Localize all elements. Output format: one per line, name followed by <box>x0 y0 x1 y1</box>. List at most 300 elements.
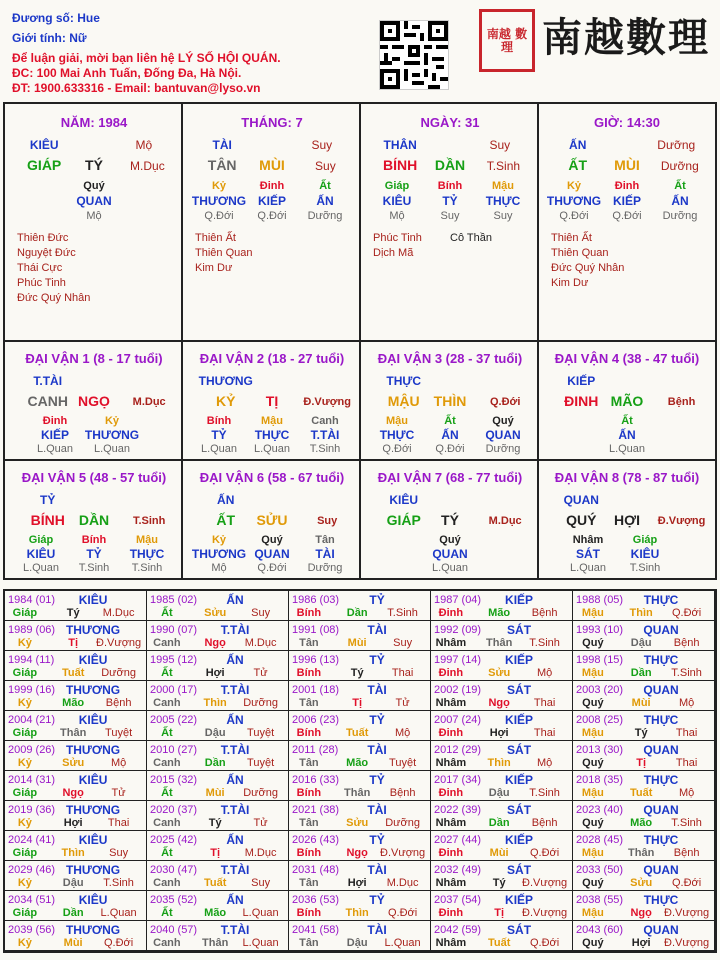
year-branch: Tuất <box>629 787 653 799</box>
year-stage: Suy <box>251 877 271 889</box>
dai-van-god: T.TÀI <box>33 374 63 388</box>
year-label: 2007 (24) <box>434 714 482 726</box>
hidden-stem: Bính <box>81 534 107 546</box>
year-label: 2004 (21) <box>8 714 56 726</box>
dai-van-branch: NGỌ <box>78 393 110 409</box>
year-god: QUAN <box>643 803 679 817</box>
year-stem: Kỷ <box>17 697 32 709</box>
year-cell <box>431 861 573 891</box>
hidden-god: TỶ <box>211 428 227 442</box>
year-cell <box>147 921 289 951</box>
year-branch: Hợi <box>63 817 83 829</box>
hidden-stem: Nhâm <box>572 534 604 546</box>
dai-van-stem: ĐINH <box>564 393 599 409</box>
year-cell <box>573 771 715 801</box>
star-item: Kim Dư <box>195 262 233 274</box>
year-stem: Bính <box>296 667 322 679</box>
year-stage: T.Sinh <box>103 877 134 889</box>
dai-van-stage: Q.Đới <box>489 396 521 408</box>
year-label: 1991 (08) <box>292 624 340 636</box>
dai-van-branch: MÃO <box>610 393 644 409</box>
year-stem: Kỷ <box>17 877 32 889</box>
year-stage: Thai <box>675 727 698 739</box>
year-stage: L.Quan <box>242 937 279 949</box>
year-stage: Mộ <box>536 667 553 679</box>
year-label: 2028 (45) <box>576 834 624 846</box>
year-branch: Mão <box>488 607 511 619</box>
pillar-branch: TÝ <box>85 157 103 173</box>
year-branch: Dậu <box>62 877 84 889</box>
year-branch: Dậu <box>630 637 652 649</box>
year-cell <box>431 711 573 741</box>
year-god: TÀI <box>367 623 387 637</box>
dai-van-branch: SỬU <box>256 512 288 528</box>
dai-van-god: ẤN <box>217 493 235 507</box>
pillar-1 <box>5 104 183 342</box>
dai-van-stage: T.Sinh <box>132 515 166 527</box>
hidden-stage: Suy <box>493 210 513 222</box>
year-cell <box>573 651 715 681</box>
hidden-stem: Giáp <box>28 534 54 546</box>
year-god: TỶ <box>369 773 385 787</box>
year-branch: Dần <box>346 607 368 619</box>
year-label: 2019 (36) <box>8 804 56 816</box>
year-stem: Bính <box>296 727 322 739</box>
year-cell <box>431 741 573 771</box>
year-branch: Tị <box>494 907 505 919</box>
year-branch: Mão <box>62 697 85 709</box>
year-god: TỶ <box>369 893 385 907</box>
year-label: 2035 (52) <box>150 894 198 906</box>
pillar-branch: DẦN <box>434 157 466 173</box>
dai-van-god: TỶ <box>40 493 56 507</box>
year-stage: Tuyệt <box>247 757 275 769</box>
hidden-god: KIẾP <box>257 194 287 208</box>
year-branch: Dần <box>630 667 652 679</box>
dai-van-title: ĐẠI VẬN 7 (68 - 77 tuổi) <box>377 470 523 485</box>
year-label: 2022 (39) <box>434 804 482 816</box>
hidden-stage: Q.Đới <box>612 210 642 222</box>
hidden-god: ẤN <box>316 194 334 208</box>
hidden-stage: L.Quan <box>36 443 74 455</box>
year-cell <box>573 621 715 651</box>
year-stage: Thai <box>533 697 556 709</box>
star-item: Kim Dư <box>551 277 589 289</box>
hidden-stem: Canh <box>311 415 339 427</box>
contact-note: Để luận giải, mời bạn liên hệ LÝ SỐ HỘI QUÁN. <box>12 51 281 65</box>
year-branch: Dậu <box>346 937 368 949</box>
year-cell <box>147 891 289 921</box>
year-god: SÁT <box>507 923 532 937</box>
star-item: Dịch Mã <box>373 247 414 259</box>
dai-van-1 <box>5 342 183 461</box>
year-stem: Mậu <box>581 667 604 679</box>
hidden-stage: Q.Đới <box>435 443 465 455</box>
year-god: T.TÀI <box>220 923 250 937</box>
year-god: TỶ <box>369 653 385 667</box>
year-cell <box>573 711 715 741</box>
year-stem: Ất <box>161 667 173 679</box>
year-god: THỰC <box>643 653 679 667</box>
year-cell <box>289 921 431 951</box>
year-cell <box>289 891 431 921</box>
pillar-stem: ẤT <box>568 157 588 173</box>
year-stage: Q.Đới <box>671 607 702 619</box>
pillar-branch: MÙI <box>259 157 285 173</box>
year-stage: Dưỡng <box>243 697 278 709</box>
hidden-god: THỰC <box>129 547 165 561</box>
year-stage: Bệnh <box>389 787 416 799</box>
hidden-stem: Quý <box>439 534 461 546</box>
year-stage: Q.Đới <box>529 847 560 859</box>
hidden-god: TỶ <box>442 194 458 208</box>
hidden-god: QUAN <box>254 547 290 561</box>
year-god: QUAN <box>643 743 679 757</box>
hidden-god: KIÊU <box>382 194 412 208</box>
pillar-life: Suy <box>311 138 333 152</box>
year-branch: Thân <box>344 787 371 799</box>
year-cell <box>573 741 715 771</box>
year-cell <box>289 801 431 831</box>
year-stage: Bệnh <box>105 697 132 709</box>
year-god: SÁT <box>507 743 532 757</box>
year-label: 2008 (25) <box>576 714 624 726</box>
star-list <box>17 231 90 306</box>
year-stem: Quý <box>582 937 604 949</box>
hidden-stem: Giáp <box>384 180 410 192</box>
year-label: 2001 (18) <box>292 684 340 696</box>
year-stage: T.Sinh <box>387 607 418 619</box>
hidden-god: TỶ <box>86 547 102 561</box>
year-label: 2031 (48) <box>292 864 340 876</box>
star-list-2 <box>450 231 492 246</box>
year-branch: Mùi <box>205 787 225 799</box>
year-branch: Mão <box>346 757 369 769</box>
year-stage: L.Quan <box>100 907 137 919</box>
year-god: SÁT <box>507 683 532 697</box>
year-label: 2037 (54) <box>434 894 482 906</box>
dai-van-title: ĐẠI VẬN 8 (78 - 87 tuổi) <box>554 470 700 485</box>
star-list <box>373 231 422 261</box>
year-cell <box>573 861 715 891</box>
year-stem: Canh <box>153 637 181 649</box>
dai-van-stem: KỶ <box>215 393 236 409</box>
hidden-stage: L.Quan <box>22 562 60 574</box>
pillar-branch: MÙI <box>614 157 640 173</box>
year-god: SÁT <box>507 623 532 637</box>
year-stem: Canh <box>153 817 181 829</box>
year-god: ẤN <box>226 713 244 727</box>
year-god: SÁT <box>507 863 532 877</box>
year-god: THƯƠNG <box>65 683 121 697</box>
pillar-god: THÂN <box>383 138 417 152</box>
year-god: KIÊU <box>78 773 108 787</box>
dai-van-stem: ẤT <box>216 512 236 528</box>
year-branch: Tuất <box>61 667 85 679</box>
dai-van-title: ĐẠI VẬN 3 (28 - 37 tuổi) <box>377 351 523 366</box>
year-stage: Dưỡng <box>101 667 136 679</box>
year-branch: Mão <box>204 907 227 919</box>
dai-van-stem: MẬU <box>387 393 420 409</box>
year-stem: Giáp <box>12 907 38 919</box>
year-stage: Tuyệt <box>247 727 275 739</box>
star-item: Thiên Ất <box>195 232 236 244</box>
year-stage: Đ.Vượng <box>522 877 568 889</box>
year-god: THỰC <box>643 593 679 607</box>
hidden-stage: Q.Đới <box>257 562 287 574</box>
dai-van-god: THƯƠNG <box>198 374 253 388</box>
year-stage: M.Dục <box>102 607 135 619</box>
year-cell <box>5 921 147 951</box>
year-label: 2042 (59) <box>434 924 482 936</box>
year-god: THƯƠNG <box>65 803 121 817</box>
year-cell <box>147 591 289 621</box>
year-cell <box>431 891 573 921</box>
year-god: THỰC <box>643 893 679 907</box>
year-stage: Đ.Vượng <box>522 907 568 919</box>
year-god: ẤN <box>226 773 244 787</box>
pillar-title: GIỜ: 14:30 <box>593 115 661 130</box>
year-stage: Mộ <box>536 757 553 769</box>
year-stage: Tử <box>395 697 410 709</box>
year-god: KIẾP <box>505 593 534 607</box>
year-stem: Bính <box>296 607 322 619</box>
year-stem: Bính <box>296 847 322 859</box>
year-label: 1988 (05) <box>576 594 624 606</box>
year-god: T.TÀI <box>220 743 250 757</box>
year-stage: Tử <box>253 667 268 679</box>
dai-van-branch: HỢI <box>614 512 640 528</box>
hidden-god: THỰC <box>485 194 521 208</box>
hidden-stem: Kỷ <box>104 415 120 427</box>
year-god: THỰC <box>643 713 679 727</box>
year-label: 1986 (03) <box>292 594 340 606</box>
year-cell <box>147 621 289 651</box>
year-branch: Hợi <box>631 937 651 949</box>
year-label: 2025 (42) <box>150 834 198 846</box>
hidden-stem: Giáp <box>632 534 658 546</box>
year-stage: Thai <box>675 757 698 769</box>
year-god: TỶ <box>369 593 385 607</box>
year-branch: Sửu <box>204 607 227 619</box>
pillar-stem: GIÁP <box>27 157 62 173</box>
year-label: 2014 (31) <box>8 774 56 786</box>
year-cell <box>5 591 147 621</box>
year-stage: Mộ <box>678 787 695 799</box>
year-stem: Tân <box>299 697 319 709</box>
yearly-grid <box>3 589 717 953</box>
year-stem: Bính <box>296 787 322 799</box>
hidden-stem: Tân <box>315 534 335 546</box>
year-cell <box>289 651 431 681</box>
hidden-stage: Dưỡng <box>662 210 698 222</box>
year-branch: Tý <box>350 667 364 679</box>
year-stem: Đinh <box>438 727 464 739</box>
pillar-title: THÁNG: 7 <box>241 115 303 130</box>
pillar-title: NGÀY: 31 <box>420 115 480 130</box>
hidden-stem: Bính <box>437 180 463 192</box>
pillar-god: ẤN <box>569 138 587 152</box>
pillar-stem: TÂN <box>207 157 237 173</box>
year-cell <box>147 651 289 681</box>
year-stage: M.Dục <box>386 877 419 889</box>
year-stem: Giáp <box>12 787 38 799</box>
year-god: KIẾP <box>505 893 534 907</box>
year-branch: Tị <box>636 757 647 769</box>
year-label: 2018 (35) <box>576 774 624 786</box>
pillar-2 <box>183 104 361 342</box>
year-cell <box>573 801 715 831</box>
year-cell <box>147 711 289 741</box>
dai-van-2 <box>183 342 361 461</box>
hidden-god: THƯƠNG <box>191 547 247 561</box>
hidden-stem: Mậu <box>261 415 283 427</box>
dai-van-8 <box>539 461 715 578</box>
year-cell <box>573 921 715 951</box>
year-god: TÀI <box>367 683 387 697</box>
year-branch: Mão <box>630 817 653 829</box>
year-branch: Ngọ <box>62 787 84 799</box>
hidden-god: QUAN <box>76 194 112 208</box>
year-branch: Tuất <box>345 727 369 739</box>
star-item: Thiên Quan <box>195 247 253 259</box>
year-cell <box>573 591 715 621</box>
dai-van-title: ĐẠI VẬN 2 (18 - 27 tuổi) <box>199 351 345 366</box>
year-stage: Tử <box>253 817 268 829</box>
year-cell <box>147 801 289 831</box>
dai-van-stage: Suy <box>317 515 338 527</box>
year-label: 2003 (20) <box>576 684 624 696</box>
year-label: 2002 (19) <box>434 684 482 696</box>
hidden-stem: Đinh <box>259 180 285 192</box>
year-label: 2015 (32) <box>150 774 198 786</box>
year-stage: Thai <box>107 817 130 829</box>
hidden-stage: L.Quan <box>93 443 131 455</box>
dai-van-branch: TỊ <box>265 393 279 409</box>
dai-van-branch: TÝ <box>441 512 459 528</box>
year-label: 1985 (02) <box>150 594 198 606</box>
hidden-god: T.TÀI <box>310 428 340 442</box>
year-stem: Bính <box>296 907 322 919</box>
year-stem: Mậu <box>581 607 604 619</box>
year-god: KIẾP <box>505 713 534 727</box>
year-label: 2026 (43) <box>292 834 340 846</box>
year-stem: Mậu <box>581 907 604 919</box>
pillar-stage: M.Dục <box>130 159 165 173</box>
year-label: 2011 (28) <box>292 744 339 756</box>
year-label: 2029 (46) <box>8 864 56 876</box>
year-stem: Canh <box>153 757 181 769</box>
star-list <box>195 231 252 276</box>
year-stem: Tân <box>299 757 319 769</box>
year-label: 2034 (51) <box>8 894 56 906</box>
year-god: TÀI <box>367 803 387 817</box>
year-branch: Dần <box>204 757 226 769</box>
year-stage: Tử <box>111 787 126 799</box>
year-stem: Ất <box>161 607 173 619</box>
hidden-god: QUAN <box>485 428 521 442</box>
year-stage: Q.Đới <box>671 877 702 889</box>
hidden-stage: T.Sinh <box>309 443 341 455</box>
year-label: 2020 (37) <box>150 804 198 816</box>
year-label: 2027 (44) <box>434 834 482 846</box>
year-label: 2043 (60) <box>576 924 624 936</box>
year-stage: Tuyệt <box>389 757 417 769</box>
year-branch: Ngọ <box>630 907 652 919</box>
four-pillars-grid <box>3 102 717 580</box>
year-label: 2024 (41) <box>8 834 56 846</box>
star-item: Thiên Đức <box>17 232 69 244</box>
year-stem: Giáp <box>12 667 38 679</box>
year-label: 1990 (07) <box>150 624 198 636</box>
pillar-god: TÀI <box>212 138 232 152</box>
year-god: KIÊU <box>78 593 108 607</box>
pillar-stage: T.Sinh <box>486 159 521 173</box>
year-label: 2000 (17) <box>150 684 198 696</box>
year-branch: Hợi <box>347 877 367 889</box>
year-stage: T.Sinh <box>671 817 702 829</box>
year-label: 2038 (55) <box>576 894 624 906</box>
gender: Giới tính: Nữ <box>12 31 87 45</box>
dai-van-god: THỰC <box>386 374 422 388</box>
year-label: 2030 (47) <box>150 864 198 876</box>
hidden-god: ẤN <box>441 428 459 442</box>
year-cell <box>289 861 431 891</box>
year-label: 2021 (38) <box>292 804 340 816</box>
year-stem: Mậu <box>581 847 604 859</box>
hidden-stem: Mậu <box>492 180 514 192</box>
red-seal-logo: 南越 數理 <box>479 9 535 72</box>
year-branch: Mùi <box>489 847 509 859</box>
year-god: TÀI <box>367 743 387 757</box>
year-god: T.TÀI <box>220 683 250 697</box>
phone-email: ĐT: 1900.633316 - Email: bantuvan@lyso.vn <box>12 81 261 95</box>
year-label: 1992 (09) <box>434 624 482 636</box>
year-stem: Ất <box>161 727 173 739</box>
pillar-stem: BÍNH <box>383 157 418 173</box>
year-god: TỶ <box>369 833 385 847</box>
year-god: ẤN <box>226 653 244 667</box>
year-cell <box>147 861 289 891</box>
hidden-god: THỰC <box>254 428 290 442</box>
year-god: KIÊU <box>78 893 108 907</box>
year-label: 2016 (33) <box>292 774 340 786</box>
dai-van-4 <box>539 342 715 461</box>
year-god: ẤN <box>226 893 244 907</box>
dai-van-stem: QUÝ <box>566 512 597 528</box>
year-god: ẤN <box>226 833 244 847</box>
year-branch: Hợi <box>205 667 225 679</box>
year-stem: Quý <box>582 757 604 769</box>
year-cell <box>573 891 715 921</box>
year-stage: Bệnh <box>531 607 558 619</box>
dai-van-5 <box>5 461 183 578</box>
year-label: 2005 (22) <box>150 714 198 726</box>
dai-van-stem: BÍNH <box>30 512 65 528</box>
dai-van-stage: Đ.Vượng <box>303 396 351 408</box>
year-label: 1994 (11) <box>8 654 55 666</box>
dai-van-7 <box>361 461 539 578</box>
brand-logo: 南越數理 <box>542 14 710 61</box>
hidden-stage: T.Sinh <box>78 562 110 574</box>
year-stage: Thai <box>533 727 556 739</box>
year-branch: Ngọ <box>204 637 226 649</box>
year-cell <box>431 591 573 621</box>
pillar-god: KIÊU <box>29 138 59 152</box>
year-stage: Mộ <box>678 697 695 709</box>
year-label: 2039 (56) <box>8 924 56 936</box>
year-branch: Thân <box>628 847 655 859</box>
